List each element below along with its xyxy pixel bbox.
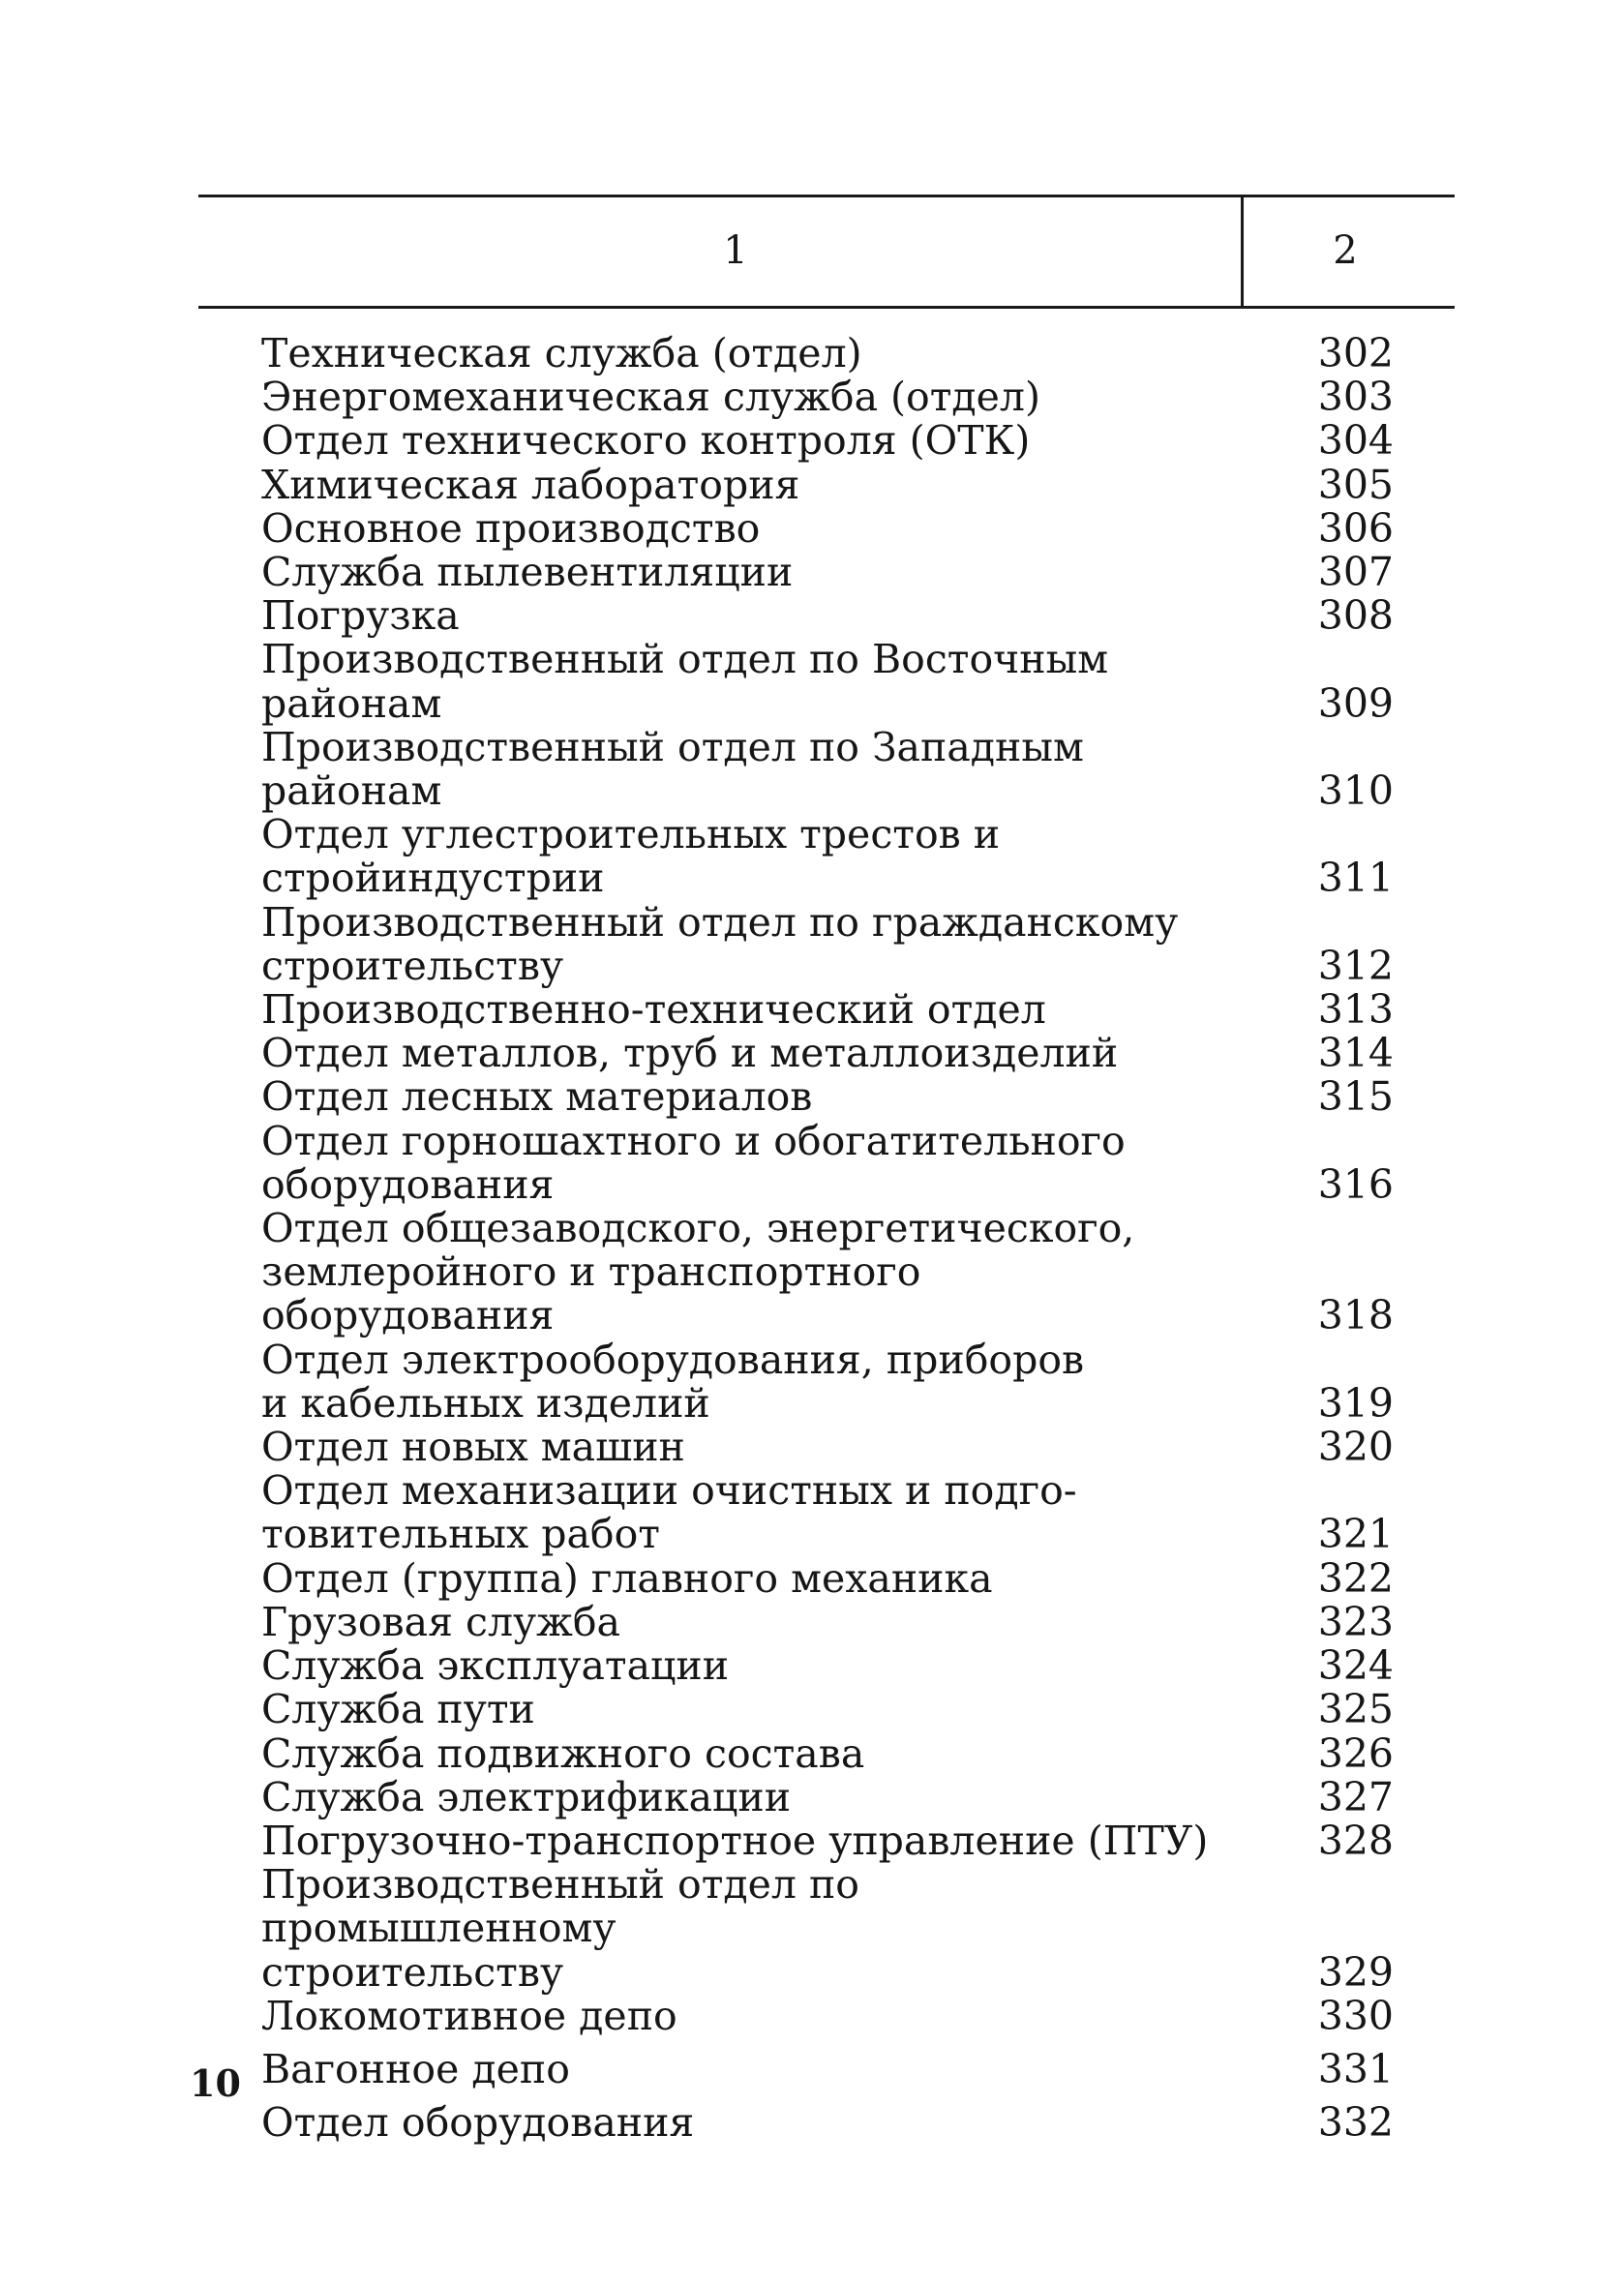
- table-column-divider: [1241, 195, 1244, 307]
- table-row: [261, 1598, 1394, 1645]
- row-label: Служба пути: [261, 1686, 535, 1733]
- table-row: [261, 1819, 1394, 1863]
- row-code: 328: [1317, 1817, 1394, 1864]
- row-code: 321: [1317, 1511, 1394, 1558]
- table-row: [261, 2101, 1394, 2145]
- table-row: [261, 1032, 1394, 1075]
- row-code: 313: [1317, 986, 1394, 1034]
- row-code: 320: [1317, 1424, 1394, 1471]
- row-label: Служба пылевентиляции: [261, 549, 794, 596]
- row-code: 309: [1317, 679, 1394, 727]
- table-row: [261, 723, 1394, 815]
- table-row: [261, 1426, 1394, 1469]
- row-code: 304: [1317, 417, 1394, 465]
- table-row: [261, 419, 1394, 463]
- row-label: Основное производство: [261, 504, 761, 552]
- row-code: 307: [1317, 549, 1394, 596]
- table-top-rule: [198, 195, 1455, 197]
- row-code: 305: [1317, 461, 1394, 508]
- row-code: 331: [1317, 2045, 1394, 2092]
- row-code: 327: [1317, 1773, 1394, 1820]
- row-label: Отдел (группа) главного механика: [261, 1554, 993, 1602]
- row-label: Производственный отдел по Восточным районам: [261, 636, 1109, 727]
- page-number: 10: [190, 2061, 241, 2105]
- table-body: [261, 332, 1394, 2145]
- row-code: 324: [1317, 1642, 1394, 1690]
- row-code: 318: [1317, 1292, 1394, 1339]
- row-code: 311: [1317, 855, 1394, 902]
- table-row: [261, 1554, 1394, 1602]
- table-row: [261, 594, 1394, 638]
- table-row: [261, 461, 1394, 508]
- row-code: 312: [1317, 942, 1394, 989]
- row-code: 326: [1317, 1729, 1394, 1777]
- row-label: Отдел технического контроля (ОТК): [261, 417, 1031, 465]
- row-code: 330: [1317, 1992, 1394, 2039]
- row-code: 316: [1317, 1160, 1394, 1208]
- table-row: [261, 1117, 1394, 1208]
- row-code: 302: [1317, 330, 1394, 376]
- row-label: Производственный отдел по Западным районам: [261, 723, 1084, 815]
- table-row: [261, 1207, 1394, 1338]
- row-code: 323: [1317, 1598, 1394, 1645]
- row-label: Отдел электрооборудования, приборов и кабельных изделий: [261, 1336, 1085, 1427]
- row-label: Отдел металлов, труб и металлоизделий: [261, 1030, 1119, 1077]
- table-row: [261, 1688, 1394, 1731]
- table-row: [261, 1863, 1394, 1995]
- row-code: 319: [1317, 1379, 1394, 1427]
- table-row: [261, 376, 1394, 419]
- row-label: Отдел оборудования: [261, 2099, 695, 2147]
- row-label: Энергомеханическая служба (отдел): [261, 374, 1040, 421]
- row-label: Отдел общезаводского, энергетического, землеройного и транспортного оборудования: [261, 1205, 1135, 1339]
- table-row: [261, 638, 1394, 725]
- column-header-1: 1: [723, 228, 748, 273]
- row-label: Отдел углестроительных трестов и стройиндустрии: [261, 811, 1001, 902]
- row-label: Производственный отдел по гражданскому строительству: [261, 898, 1179, 989]
- row-code: 308: [1317, 592, 1394, 640]
- table-row: [261, 988, 1394, 1032]
- row-label: Отдел лесных материалов: [261, 1073, 813, 1121]
- table-row: [261, 551, 1394, 594]
- row-label: Погрузочно-транспортное управление (ПТУ): [261, 1817, 1209, 1864]
- row-label: Химическая лаборатория: [261, 461, 800, 508]
- row-code: 322: [1317, 1554, 1394, 1602]
- row-label: Вагонное депо: [261, 2045, 570, 2092]
- table-row: [261, 2045, 1394, 2092]
- table-row: [261, 813, 1394, 900]
- row-code: 315: [1317, 1073, 1394, 1121]
- row-code: 310: [1317, 767, 1394, 815]
- row-label: Погрузка: [261, 592, 460, 640]
- row-code: 332: [1317, 2099, 1394, 2147]
- row-label: Производственный отдел по промышленному строительству: [261, 1861, 859, 1996]
- row-code: 306: [1317, 504, 1394, 552]
- table-row: [261, 1644, 1394, 1688]
- row-label: Служба подвижного состава: [261, 1729, 865, 1777]
- row-code: 303: [1317, 374, 1394, 421]
- table-row: [261, 1338, 1394, 1426]
- table-row: [261, 1992, 1394, 2039]
- table-header-bottom-rule: [198, 306, 1455, 309]
- row-label: Производственно-технический отдел: [261, 986, 1046, 1034]
- table-row: [261, 1469, 1394, 1556]
- row-label: Отдел новых машин: [261, 1424, 685, 1471]
- column-header-2: 2: [1333, 228, 1358, 273]
- row-label: Техническая служба (отдел): [261, 330, 862, 376]
- row-label: Служба эксплуатации: [261, 1642, 730, 1690]
- row-label: Служба электрификации: [261, 1773, 792, 1820]
- table-row: [261, 332, 1394, 376]
- row-code: 329: [1317, 1948, 1394, 1996]
- table-row: [261, 1773, 1394, 1820]
- table-row: [261, 504, 1394, 552]
- row-code: 314: [1317, 1030, 1394, 1077]
- row-label: Отдел механизации очистных и подго- товительных работ: [261, 1467, 1077, 1558]
- row-label: Локомотивное депо: [261, 1992, 677, 2039]
- table-row: [261, 1729, 1394, 1777]
- table-row: [261, 1075, 1394, 1119]
- row-label: Грузовая служба: [261, 1598, 620, 1645]
- row-label: Отдел горношахтного и обогатительного оборудования: [261, 1117, 1126, 1208]
- table-row: [261, 898, 1394, 989]
- row-code: 325: [1317, 1686, 1394, 1733]
